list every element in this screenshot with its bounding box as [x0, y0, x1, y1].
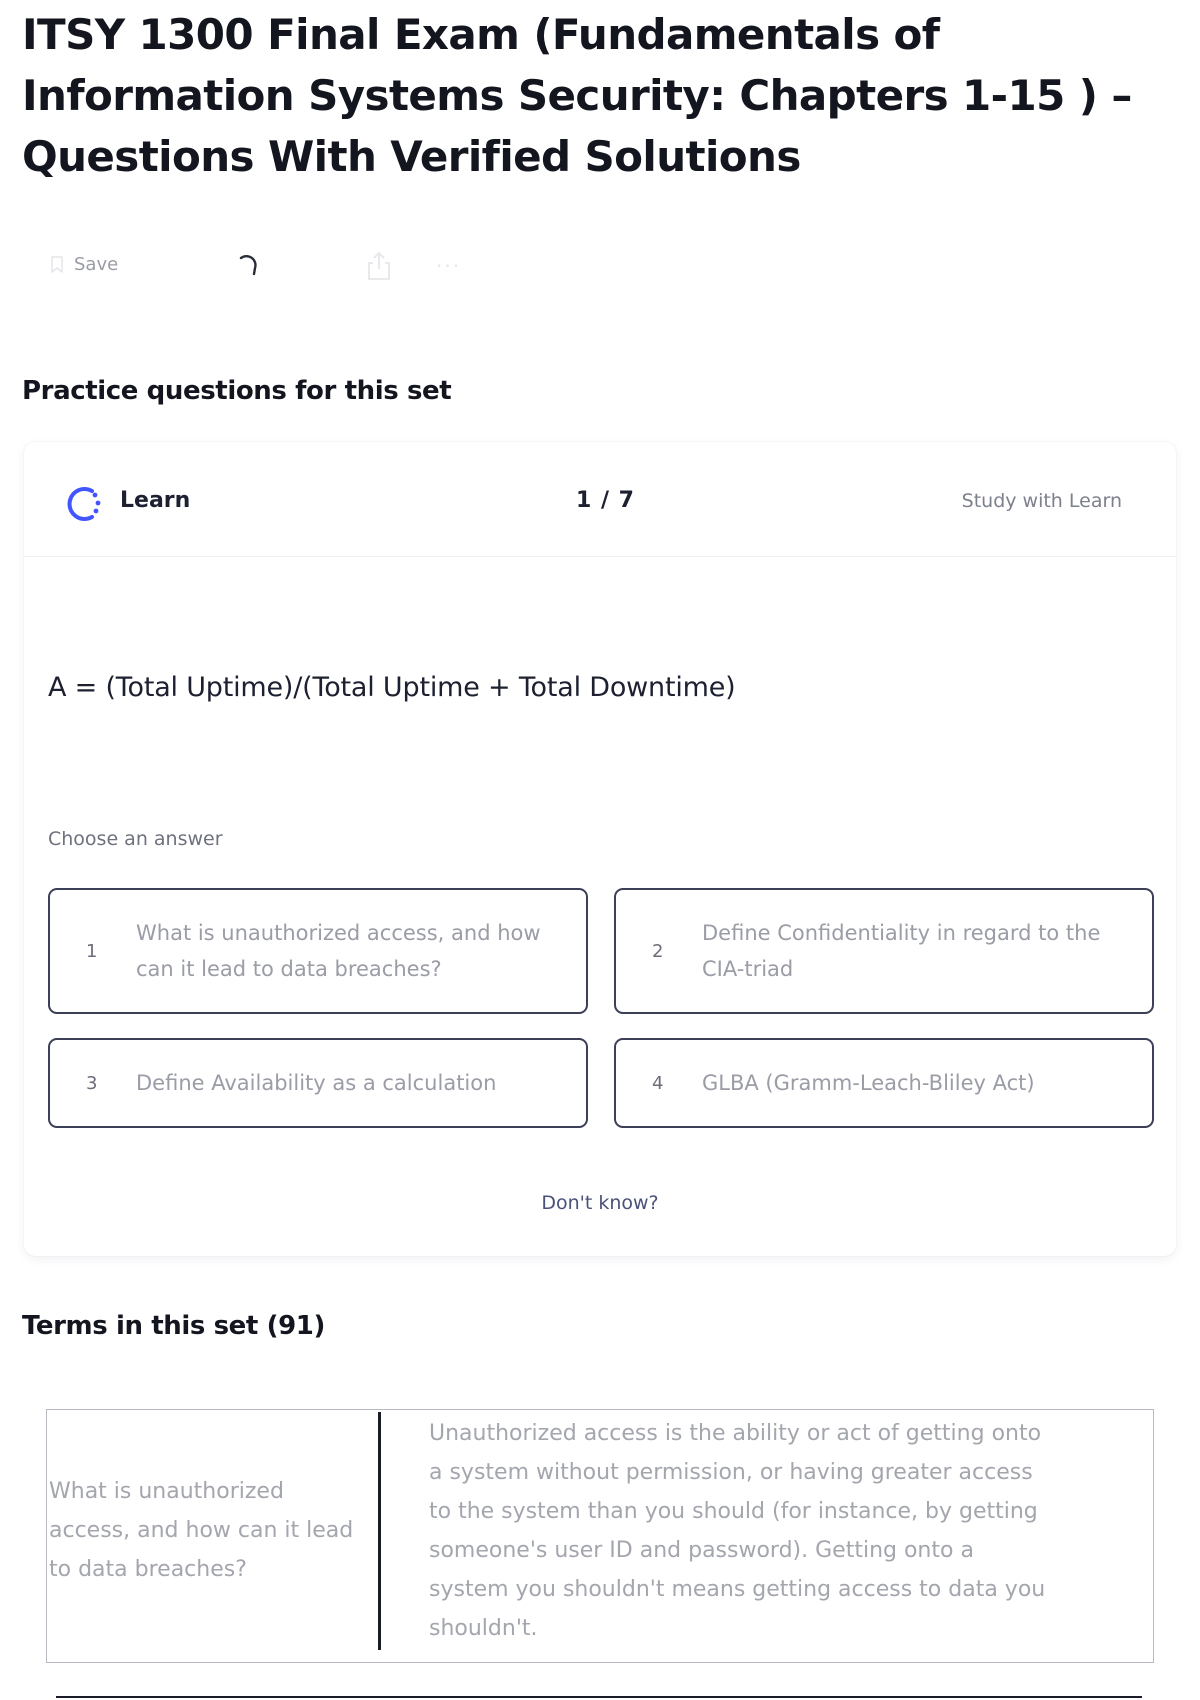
term-divider — [378, 1412, 381, 1650]
option-text: Define Confidentiality in regard to the CIA-triad — [702, 921, 1101, 981]
answer-option-1[interactable] — [48, 888, 588, 1014]
page-title: ITSY 1300 Final Exam (Fundamentals of Information Systems Security: Chapters 1-15 ) – Questions With Verified Solutions — [22, 10, 1132, 181]
option-text: Define Availability as a calculation — [136, 1071, 497, 1095]
study-with-learn-link[interactable]: Study with Learn — [961, 490, 1122, 512]
option-number: 2 — [652, 940, 664, 962]
save-label: Save — [74, 254, 119, 275]
option-number: 4 — [652, 1072, 664, 1094]
share-button[interactable] — [366, 250, 392, 285]
practice-heading: Practice questions for this set — [22, 376, 452, 406]
answer-option-3[interactable] — [48, 1038, 588, 1128]
more-dots-icon: ··· — [436, 254, 462, 278]
option-number: 1 — [86, 940, 98, 962]
question-prompt: A = (Total Uptime)/(Total Uptime + Total Downtime) — [48, 672, 736, 703]
terms-heading: Terms in this set (91) — [22, 1311, 325, 1341]
action-bar — [50, 250, 490, 286]
question-counter: 1 / 7 — [576, 488, 635, 513]
option-text: GLBA (Gramm-Leach-Bliley Act) — [702, 1071, 1035, 1095]
term-definition: Unauthorized access is the ability or act of getting onto a system without permission, or having greater access to the system than you should (for instance, by getting someone's user ID and password). Getting onto a system you shouldn't means getting access to data you shouldn't. — [429, 1421, 1046, 1641]
answer-option-4[interactable] — [614, 1038, 1154, 1128]
option-text: What is unauthorized access, and how can it lead to data breaches? — [136, 921, 541, 981]
option-number: 3 — [86, 1072, 98, 1094]
term-word: What is unauthorized access, and how can it lead to data breaches? — [49, 1479, 354, 1582]
save-button[interactable] — [50, 254, 118, 275]
learn-cycle-icon — [62, 482, 106, 530]
dont-know-button[interactable]: Don't know? — [24, 1192, 1176, 1214]
loading-spinner-icon — [236, 252, 262, 284]
answer-option-2[interactable] — [614, 888, 1154, 1014]
practice-card — [24, 442, 1176, 1256]
bookmark-icon — [50, 256, 64, 274]
learn-mode-label: Learn — [120, 488, 191, 513]
divider — [56, 1696, 1142, 1698]
more-options-button[interactable] — [436, 256, 461, 276]
term-card — [46, 1409, 1154, 1663]
practice-card-header — [24, 442, 1176, 557]
choose-answer-label: Choose an answer — [48, 828, 223, 850]
share-icon — [366, 270, 392, 285]
